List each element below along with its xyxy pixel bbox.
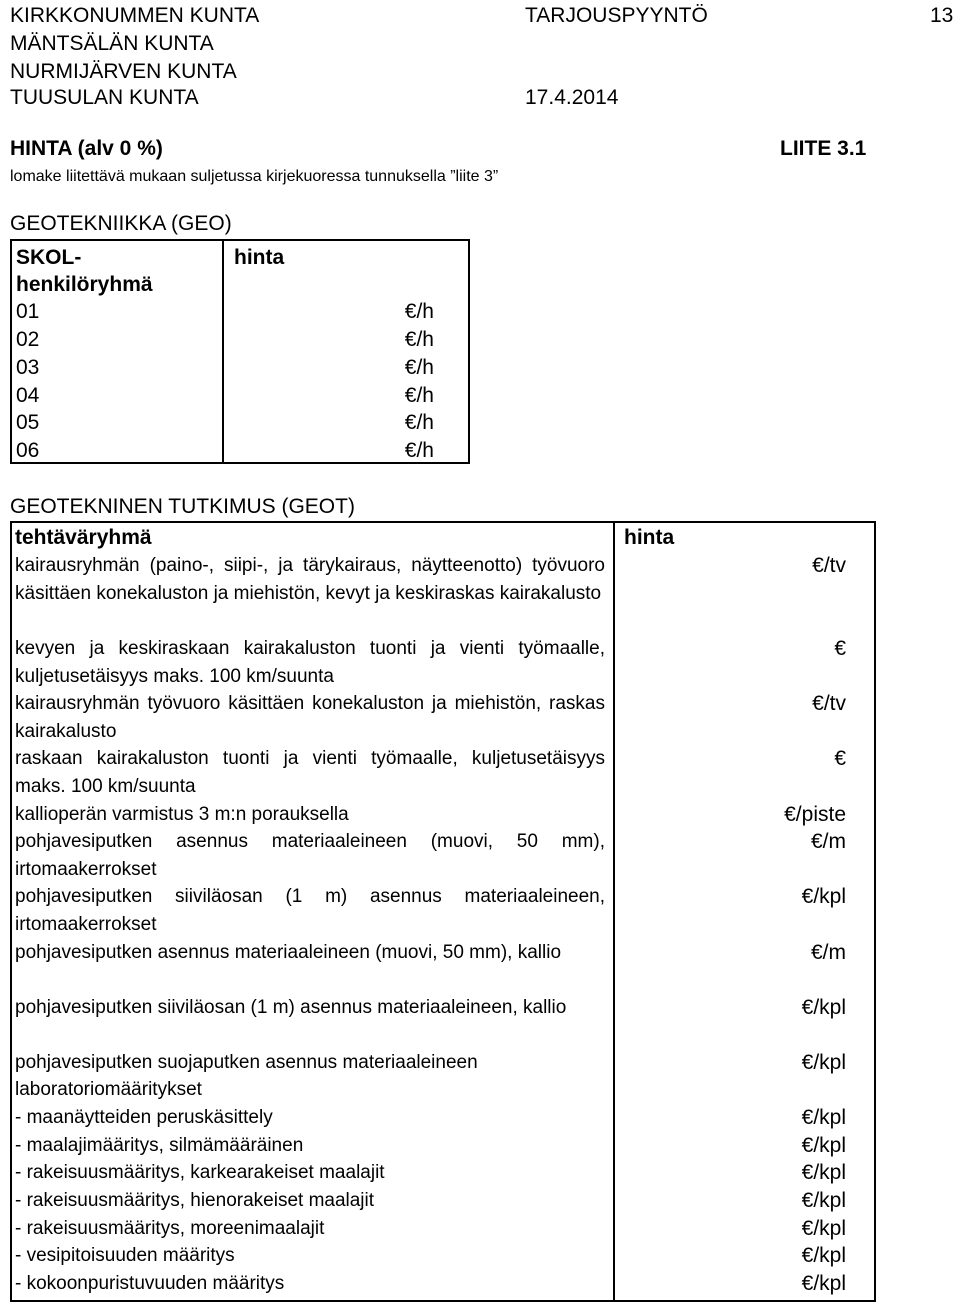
- geot-row-unit: €/kpl: [801, 1051, 846, 1074]
- geot-row-task: - rakeisuusmääritys, karkearakeiset maalajit: [15, 1162, 385, 1183]
- geo-col-price-header: hinta: [234, 246, 285, 269]
- geot-row-task: kevyen ja keskiraskaan kairakaluston tuonti ja vienti työmaalle, kuljetusetäisyys maks. 100 km/suunta: [15, 638, 605, 687]
- geot-price-table: [10, 521, 876, 1302]
- geot-row-unit: €/m: [810, 941, 846, 964]
- geo-section-title: GEOTEKNIIKKA (GEO): [10, 212, 232, 235]
- geo-price-table: [10, 239, 470, 464]
- geot-row-task: raskaan kairakaluston tuonti ja vienti työmaalle, kuljetusetäisyys maks. 100 km/suunta: [15, 748, 605, 797]
- geot-column-divider: [613, 523, 615, 1300]
- geot-row-unit: €/piste: [784, 803, 846, 826]
- geot-row-unit: €/tv: [812, 554, 846, 577]
- appendix-label: LIITE 3.1: [780, 137, 867, 160]
- instruction-text: lomake liitettävä mukaan suljetussa kirjekuoressa tunnuksella ”liite 3”: [10, 168, 499, 185]
- municipality-line-1: KIRKKONUMMEN KUNTA: [10, 4, 260, 27]
- geot-row-task: laboratoriomääritykset: [15, 1079, 202, 1100]
- geot-row-task: - rakeisuusmääritys, moreenimaalajit: [15, 1218, 325, 1239]
- geot-row-unit: €/kpl: [801, 1161, 846, 1184]
- geo-row-unit: €/h: [404, 439, 434, 462]
- geot-row-unit: €: [834, 637, 846, 660]
- geot-row-task: pohjavesiputken suojaputken asennus materiaaleineen: [15, 1052, 478, 1073]
- geo-row-group: 06: [16, 439, 40, 462]
- geot-row-task: - rakeisuusmääritys, hienorakeiset maalajit: [15, 1190, 375, 1211]
- geot-row-unit: €/kpl: [801, 1106, 846, 1129]
- geot-row-unit: €/kpl: [801, 1217, 846, 1240]
- geo-row-unit: €/h: [404, 328, 434, 351]
- document-date: 17.4.2014: [525, 86, 619, 109]
- geot-row-unit: €/kpl: [801, 1272, 846, 1295]
- geo-col-group-header: SKOL-: [16, 246, 82, 269]
- geot-row-unit: €/kpl: [801, 1244, 846, 1267]
- geot-row-task: - kokoonpuristuvuuden määritys: [15, 1273, 285, 1294]
- geo-row-group: 03: [16, 356, 40, 379]
- geo-column-divider: [222, 241, 224, 462]
- geo-row-group: 02: [16, 328, 40, 351]
- geo-row-unit: €/h: [404, 384, 434, 407]
- geo-row-group: 04: [16, 384, 40, 407]
- geot-col-price-header: hinta: [624, 526, 675, 549]
- page-number: 13: [930, 4, 954, 27]
- geot-row-task: pohjavesiputken siiviläosan (1 m) asennus materiaaleineen, irtomaakerrokset: [15, 886, 605, 935]
- geot-row-task: kairausryhmän työvuoro käsittäen konekaluston ja miehistön, raskas kairakalusto: [15, 693, 605, 742]
- geo-row-unit: €/h: [404, 300, 434, 323]
- geot-row-task: - maanäytteiden peruskäsittely: [15, 1107, 273, 1128]
- geot-row-task: - maalajimääritys, silmämääräinen: [15, 1135, 304, 1156]
- municipality-line-2: MÄNTSÄLÄN KUNTA: [10, 32, 214, 55]
- geo-row-group: 01: [16, 300, 40, 323]
- geot-row-task: pohjavesiputken siiviläosan (1 m) asennus materiaaleineen, kallio: [15, 997, 567, 1018]
- geot-row-unit: €/kpl: [801, 1134, 846, 1157]
- geot-row-task: kallioperän varmistus 3 m:n porauksella: [15, 804, 349, 825]
- geo-col-group-header-line2: henkilöryhmä: [16, 273, 153, 296]
- geot-row-unit: €/m: [810, 830, 846, 853]
- municipality-line-3: NURMIJÄRVEN KUNTA: [10, 60, 237, 83]
- geot-row-unit: €/tv: [812, 692, 846, 715]
- geot-section-title: GEOTEKNINEN TUTKIMUS (GEOT): [10, 495, 355, 518]
- geo-row-unit: €/h: [404, 356, 434, 379]
- document-type: TARJOUSPYYNTÖ: [525, 4, 708, 27]
- geot-row-unit: €/kpl: [801, 1189, 846, 1212]
- geot-row-task: - vesipitoisuuden määritys: [15, 1245, 235, 1266]
- geot-row-task: pohjavesiputken asennus materiaaleineen (muovi, 50 mm), kallio: [15, 942, 562, 963]
- geot-row-unit: €/kpl: [801, 996, 846, 1019]
- geo-row-unit: €/h: [404, 411, 434, 434]
- geot-row-unit: €: [834, 747, 846, 770]
- municipality-line-4: TUUSULAN KUNTA: [10, 86, 199, 109]
- geot-row-task: kairausryhmän (paino-, siipi-, ja tärykairaus, näytteenotto) työvuoro käsittäen konekaluston ja miehistön, kevyt ja keskiraskas kairakalusto: [15, 555, 605, 604]
- geot-col-task-header: tehtäväryhmä: [15, 526, 152, 549]
- price-heading: HINTA (alv 0 %): [10, 137, 163, 160]
- geot-row-task: pohjavesiputken asennus materiaaleineen (muovi, 50 mm), irtomaakerrokset: [15, 831, 605, 880]
- geo-row-group: 05: [16, 411, 40, 434]
- geot-row-unit: €/kpl: [801, 885, 846, 908]
